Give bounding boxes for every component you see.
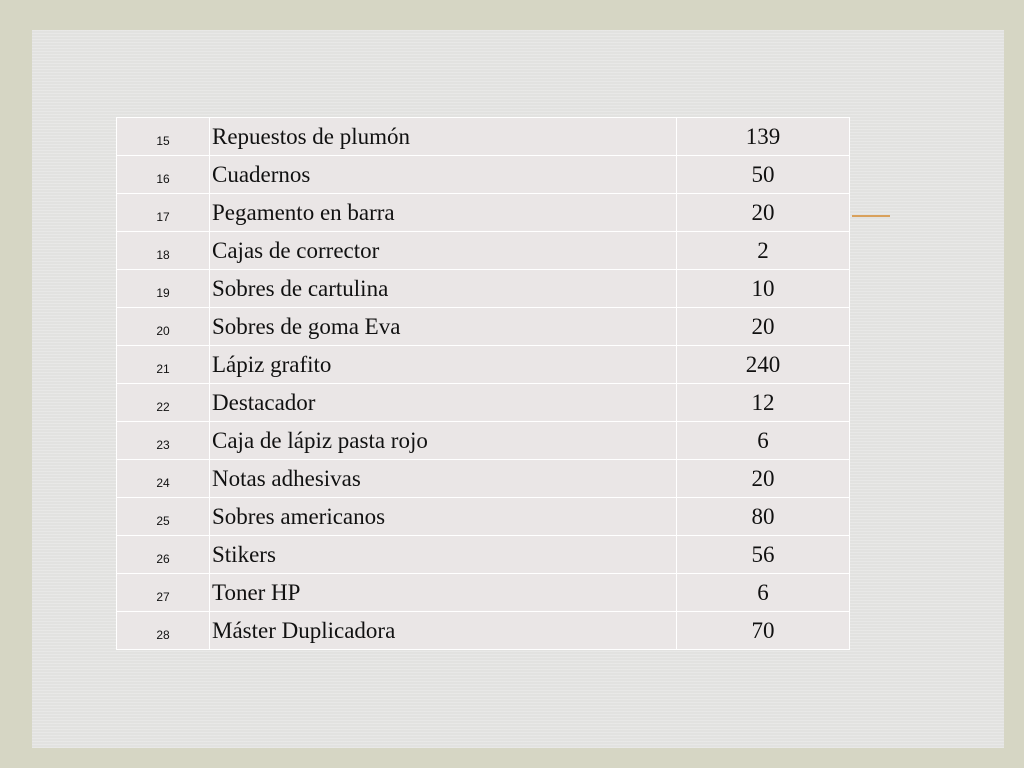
row-number: 17 (117, 194, 210, 232)
table-row (117, 156, 850, 194)
table-row (117, 574, 850, 612)
table-row (117, 422, 850, 460)
table-row (117, 118, 850, 156)
item-quantity: 50 (677, 156, 850, 194)
item-name: Destacador (210, 384, 677, 422)
item-quantity: 56 (677, 536, 850, 574)
table-row (117, 308, 850, 346)
table-row (117, 346, 850, 384)
item-name: Sobres americanos (210, 498, 677, 536)
row-number: 23 (117, 422, 210, 460)
item-name: Caja de lápiz pasta rojo (210, 422, 677, 460)
inventory-table (116, 117, 850, 650)
item-name: Máster Duplicadora (210, 612, 677, 650)
item-quantity: 2 (677, 232, 850, 270)
item-name: Notas adhesivas (210, 460, 677, 498)
item-name: Cuadernos (210, 156, 677, 194)
item-quantity: 80 (677, 498, 850, 536)
item-name: Pegamento en barra (210, 194, 677, 232)
row-number: 18 (117, 232, 210, 270)
item-quantity: 20 (677, 194, 850, 232)
item-quantity: 20 (677, 308, 850, 346)
table-row (117, 270, 850, 308)
table-row (117, 612, 850, 650)
row-number: 24 (117, 460, 210, 498)
item-name: Repuestos de plumón (210, 118, 677, 156)
item-name: Stikers (210, 536, 677, 574)
table-row (117, 460, 850, 498)
item-quantity: 6 (677, 574, 850, 612)
row-number: 27 (117, 574, 210, 612)
row-number: 15 (117, 118, 210, 156)
row-number: 19 (117, 270, 210, 308)
table-row (117, 536, 850, 574)
row-number: 25 (117, 498, 210, 536)
item-quantity: 20 (677, 460, 850, 498)
row-number: 22 (117, 384, 210, 422)
row-number: 21 (117, 346, 210, 384)
inventory-table-body (117, 118, 850, 650)
row-number: 16 (117, 156, 210, 194)
item-quantity: 70 (677, 612, 850, 650)
table-row (117, 498, 850, 536)
item-name: Lápiz grafito (210, 346, 677, 384)
accent-line (852, 215, 890, 217)
item-name: Cajas de corrector (210, 232, 677, 270)
item-quantity: 139 (677, 118, 850, 156)
item-name: Sobres de goma Eva (210, 308, 677, 346)
item-name: Sobres de cartulina (210, 270, 677, 308)
item-quantity: 240 (677, 346, 850, 384)
row-number: 28 (117, 612, 210, 650)
table-row (117, 384, 850, 422)
item-quantity: 6 (677, 422, 850, 460)
row-number: 20 (117, 308, 210, 346)
item-name: Toner HP (210, 574, 677, 612)
item-quantity: 12 (677, 384, 850, 422)
table-row (117, 232, 850, 270)
item-quantity: 10 (677, 270, 850, 308)
table-row (117, 194, 850, 232)
row-number: 26 (117, 536, 210, 574)
